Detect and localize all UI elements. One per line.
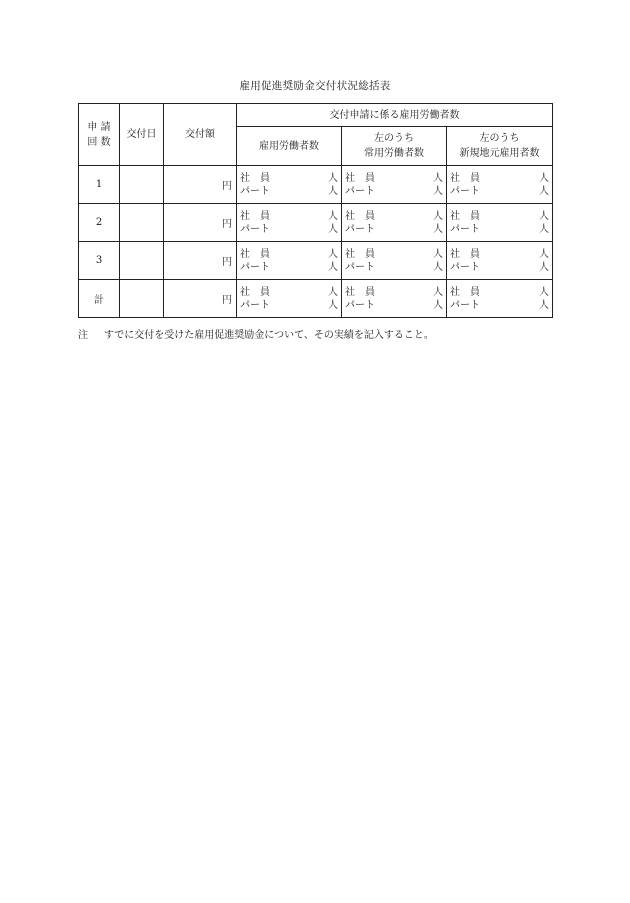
employee-count-line: [240, 210, 338, 223]
employee-label: 社 員: [450, 210, 480, 222]
count-cell-local[interactable]: [447, 280, 553, 318]
part-count-line: [345, 299, 443, 312]
amount-cell[interactable]: [164, 242, 237, 280]
employee-label: 社 員: [240, 248, 270, 260]
header-local-line1: 左のうち: [479, 133, 520, 144]
person-unit: 人: [539, 185, 550, 197]
person-unit: 人: [328, 185, 338, 197]
count-cell-regular[interactable]: [342, 204, 447, 242]
round-cell: 1: [79, 166, 120, 204]
part-label: パート: [450, 299, 480, 311]
note-mark: 注: [78, 330, 88, 341]
header-regular-line2: 常用労働者数: [364, 148, 424, 159]
person-unit: 人: [539, 172, 550, 184]
part-count-line: [240, 185, 338, 198]
person-unit: 人: [433, 185, 443, 197]
person-unit: 人: [328, 210, 338, 222]
person-unit: 人: [328, 261, 338, 273]
header-group: 交付申請に係る雇用労働者数: [237, 104, 553, 127]
part-count-line: [450, 261, 549, 274]
employee-label: 社 員: [450, 172, 480, 184]
person-unit: 人: [539, 299, 550, 311]
header-amount: 交付額: [164, 104, 237, 166]
employee-label: 社 員: [240, 210, 270, 222]
employee-label: 社 員: [345, 248, 375, 260]
employee-count-line: [240, 248, 338, 261]
person-unit: 人: [433, 248, 443, 260]
employee-count-line: [345, 248, 443, 261]
part-count-line: [345, 261, 443, 274]
date-cell[interactable]: [120, 166, 164, 204]
person-unit: 人: [539, 210, 550, 222]
count-cell-regular[interactable]: [342, 280, 447, 318]
summary-table: [78, 103, 553, 318]
part-label: パート: [450, 261, 480, 273]
yen-unit: 円: [222, 257, 232, 268]
header-workers: 雇用労働者数: [237, 127, 342, 166]
header-regular-line1: 左のうち: [374, 133, 414, 144]
table-row: [79, 242, 553, 280]
person-unit: 人: [433, 210, 443, 222]
person-unit: 人: [433, 261, 443, 273]
part-label: パート: [240, 299, 270, 311]
yen-unit: 円: [222, 295, 232, 306]
table-row: [79, 204, 553, 242]
table-row: [79, 280, 553, 318]
employee-label: 社 員: [240, 286, 270, 298]
header-local-line2: 新規地元雇用者数: [459, 148, 540, 159]
employee-count-line: [345, 210, 443, 223]
employee-count-line: [450, 172, 549, 185]
employee-label: 社 員: [240, 172, 270, 184]
note-text: すでに交付を受けた雇用促進奨励金について、その実績を記入すること。: [104, 330, 434, 341]
employee-count-line: [240, 172, 338, 185]
employee-count-line: [450, 210, 549, 223]
part-count-line: [345, 223, 443, 236]
part-label: パート: [345, 223, 375, 235]
count-cell-workers[interactable]: [237, 280, 342, 318]
count-cell-workers[interactable]: [237, 242, 342, 280]
person-unit: 人: [328, 248, 338, 260]
part-count-line: [450, 185, 549, 198]
header-date: 交付日: [120, 104, 164, 166]
round-cell: 3: [79, 242, 120, 280]
part-label: パート: [345, 261, 375, 273]
count-cell-workers[interactable]: [237, 166, 342, 204]
count-cell-local[interactable]: [447, 166, 553, 204]
employee-label: 社 員: [345, 286, 375, 298]
person-unit: 人: [433, 286, 443, 298]
date-cell[interactable]: [120, 204, 164, 242]
person-unit: 人: [539, 261, 550, 273]
header-round: [79, 104, 120, 166]
part-label: パート: [345, 299, 375, 311]
header-regular: [342, 127, 447, 166]
employee-count-line: [345, 286, 443, 299]
part-label: パート: [450, 223, 480, 235]
person-unit: 人: [328, 223, 338, 235]
person-unit: 人: [539, 286, 550, 298]
person-unit: 人: [328, 286, 338, 298]
date-cell[interactable]: [120, 242, 164, 280]
employee-label: 社 員: [450, 248, 480, 260]
part-count-line: [240, 223, 338, 236]
part-label: パート: [450, 185, 480, 197]
part-label: パート: [240, 261, 270, 273]
employee-count-line: [450, 286, 549, 299]
employee-count-line: [450, 248, 549, 261]
date-cell[interactable]: [120, 280, 164, 318]
table-row: [79, 166, 553, 204]
count-cell-local[interactable]: [447, 204, 553, 242]
person-unit: 人: [328, 299, 338, 311]
round-cell: 計: [79, 280, 120, 318]
person-unit: 人: [433, 299, 443, 311]
yen-unit: 円: [222, 219, 232, 230]
count-cell-workers[interactable]: [237, 204, 342, 242]
header-round-line1: 申 請: [87, 121, 111, 133]
employee-count-line: [240, 286, 338, 299]
part-label: パート: [345, 185, 375, 197]
employee-label: 社 員: [345, 210, 375, 222]
header-local: [447, 127, 553, 166]
part-count-line: [240, 261, 338, 274]
page-title: 雇用促進奨励金交付状況総括表: [239, 80, 391, 92]
count-cell-regular[interactable]: [342, 242, 447, 280]
count-cell-local[interactable]: [447, 242, 553, 280]
part-count-line: [240, 299, 338, 312]
person-unit: 人: [328, 172, 338, 184]
employee-count-line: [345, 172, 443, 185]
yen-unit: 円: [222, 181, 232, 192]
header-round-line2: 回 数: [87, 136, 111, 148]
part-count-line: [345, 185, 443, 198]
person-unit: 人: [433, 223, 443, 235]
part-count-line: [450, 299, 549, 312]
person-unit: 人: [539, 223, 550, 235]
amount-cell[interactable]: [164, 204, 237, 242]
note: [78, 326, 434, 341]
amount-cell[interactable]: [164, 166, 237, 204]
part-label: パート: [240, 185, 270, 197]
part-count-line: [450, 223, 549, 236]
count-cell-regular[interactable]: [342, 166, 447, 204]
employee-label: 社 員: [345, 172, 375, 184]
person-unit: 人: [433, 172, 443, 184]
part-label: パート: [240, 223, 270, 235]
person-unit: 人: [539, 248, 550, 260]
employee-label: 社 員: [450, 286, 480, 298]
amount-cell[interactable]: [164, 280, 237, 318]
round-cell: 2: [79, 204, 120, 242]
